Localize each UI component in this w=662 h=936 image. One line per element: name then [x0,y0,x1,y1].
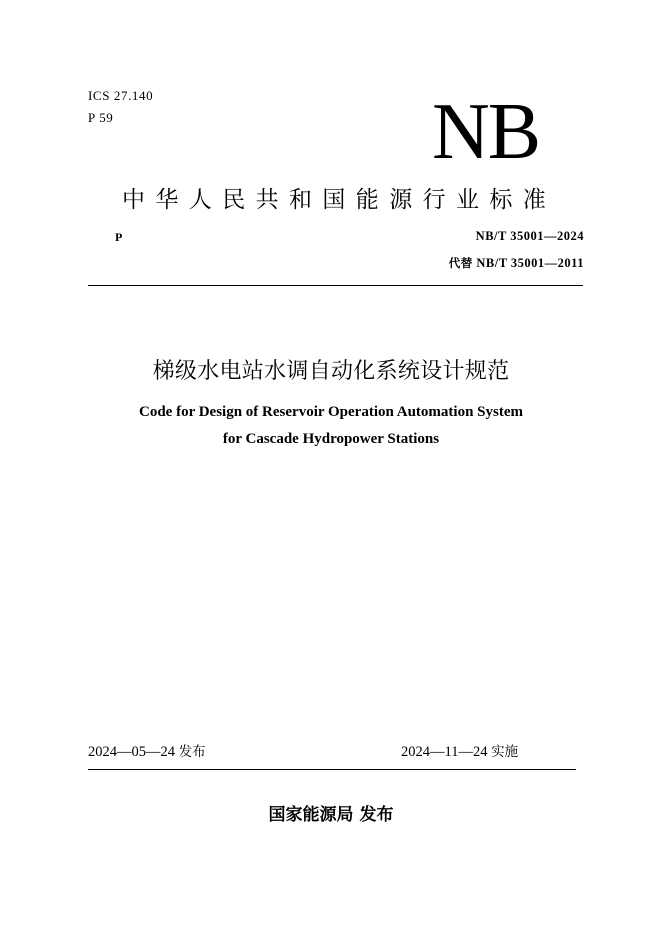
bottom-divider [88,769,576,770]
standard-number: NB/T 35001—2024 [475,229,584,243]
implement-date-value: 2024—11—24 [401,744,488,760]
title-chinese: 梯级水电站水调自动化系统设计规范 [152,359,510,384]
nb-logo: NB [432,88,540,176]
publish-label: 发布 [178,744,206,760]
title-english-line-2: for Cascade Hydropower Stations [222,431,440,447]
publish-date-value: 2024—05—24 [88,744,175,760]
title-english-line-1: Code for Design of Reservoir Operation Automation System [139,404,523,420]
implement-date [401,740,518,761]
replaces-standard [449,255,584,271]
standard-category-heading: 中华人民共和国能源行业标准 [122,187,557,213]
p-code: P 59 [88,110,114,125]
replaces-label: 代替 [448,256,473,270]
category-mark: P [115,230,123,244]
issuer: 国家能源局 发布 [268,805,394,825]
publish-date [88,740,206,761]
ics-code: ICS 27.140 [88,88,154,103]
replaced-standard-number: NB/T 35001—2011 [476,256,584,270]
implement-label: 实施 [491,744,519,760]
top-divider [88,285,583,286]
